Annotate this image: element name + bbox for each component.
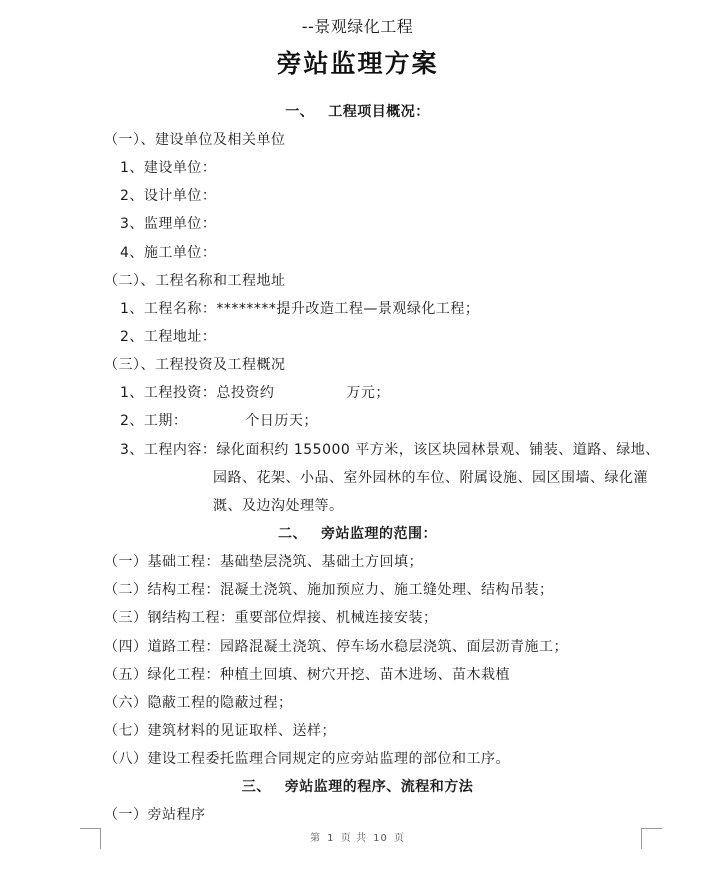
list-item: 4、施工单位： bbox=[120, 245, 217, 261]
section-3-heading bbox=[0, 777, 715, 797]
part-1-heading: （一）、建设单位及相关单位 bbox=[104, 132, 286, 148]
list-item: （一）旁站程序 bbox=[104, 807, 206, 823]
footer-suffix: 页 bbox=[394, 833, 406, 844]
section-3-title: 旁站监理的程序、流程和方法 bbox=[284, 779, 474, 795]
list-item: 3、监理单位： bbox=[120, 216, 217, 232]
list-item: （二）结构工程：混凝土浇筑、施加预应力、施工缝处理、结构吊装； bbox=[104, 582, 554, 598]
list-item: 2、设计单位： bbox=[120, 188, 217, 204]
content-line: 3、工程内容：绿化面积约 155000 平方米，该区块园林景观、铺装、道路、绿地、 bbox=[120, 442, 660, 458]
footer-page-number: 1 bbox=[327, 833, 335, 844]
list-item: （四）道路工程：园路混凝土浇筑、停车场水稳层浇筑、面层沥青施工； bbox=[104, 639, 568, 655]
section-2-heading bbox=[0, 524, 715, 544]
list-item: 1、工程名称：********提升改造工程—景观绿化工程； bbox=[120, 301, 480, 317]
period-label: 2、工期： bbox=[120, 413, 188, 429]
list-item: 1、建设单位： bbox=[120, 160, 217, 176]
list-item: （三）钢结构工程：重要部位焊接、机械连接安装； bbox=[104, 610, 438, 626]
footer-prefix: 第 bbox=[309, 833, 321, 844]
list-item: （八）建设工程委托监理合同规定的应旁站监理的部位和工序。 bbox=[104, 751, 510, 767]
investment-label: 1、工程投资：总投资约 bbox=[120, 385, 275, 401]
period-unit: 个日历天； bbox=[245, 413, 318, 429]
section-2-title: 旁站监理的范围： bbox=[321, 526, 437, 542]
list-item: （一）基础工程：基础垫层浇筑、基础土方回填； bbox=[104, 554, 423, 570]
list-item: （七）建筑材料的见证取样、送样； bbox=[104, 723, 336, 739]
list-item: 2、工程地址： bbox=[120, 329, 217, 345]
page-footer bbox=[0, 832, 715, 846]
investment-unit: 万元； bbox=[346, 385, 390, 401]
investment-line bbox=[120, 383, 390, 403]
document-header: --景观绿化工程 bbox=[301, 17, 414, 36]
part-2-heading: （二）、工程名称和工程地址 bbox=[104, 273, 286, 289]
content-line: 溉、及边沟处理等。 bbox=[213, 498, 344, 514]
section-1-number: 一、 bbox=[285, 104, 315, 120]
period-line bbox=[120, 411, 318, 431]
content-line: 园路、花架、小品、室外园林的车位、附属设施、园区围墙、绿化灌 bbox=[213, 470, 648, 486]
footer-middle: 页 共 bbox=[340, 833, 367, 844]
section-1-heading bbox=[0, 102, 715, 122]
footer-total-pages: 10 bbox=[373, 833, 388, 844]
part-3-heading: （三）、工程投资及工程概况 bbox=[104, 357, 286, 373]
section-2-number: 二、 bbox=[278, 526, 307, 542]
document-title: 旁站监理方案 bbox=[276, 49, 439, 78]
section-1-title: 工程项目概况： bbox=[328, 104, 430, 120]
section-3-number: 三、 bbox=[241, 779, 271, 795]
list-item: （六）隐蔽工程的隐蔽过程； bbox=[104, 695, 293, 711]
list-item: （五）绿化工程：种植土回填、树穴开挖、苗木进场、苗木栽植 bbox=[104, 667, 510, 683]
